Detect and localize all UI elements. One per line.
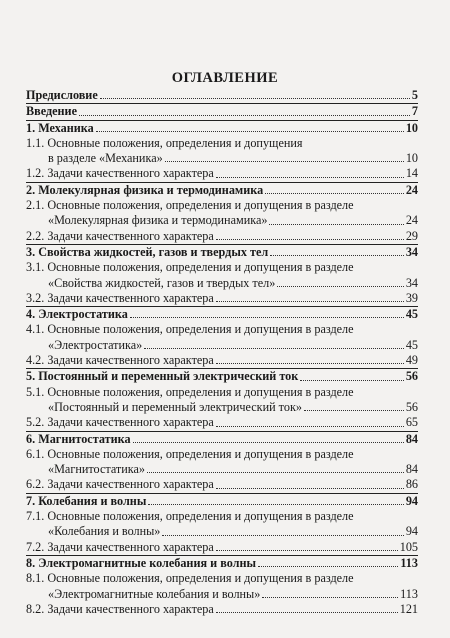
toc-entry-title: 6.2. Задачи качественного характера: [26, 477, 214, 492]
dot-leader: [216, 550, 398, 551]
toc-subsection-entry[interactable]: [26, 322, 418, 337]
toc-subsection-entry[interactable]: [26, 477, 418, 492]
toc-page-number: 24: [405, 213, 418, 228]
toc-subsection-entry[interactable]: [26, 385, 418, 400]
dot-leader: [277, 286, 404, 287]
toc-entry-title: Предисловие: [26, 88, 98, 102]
toc-subsection-entry[interactable]: [26, 198, 418, 213]
toc-entry-title: 5. Постоянный и переменный электрический ток: [26, 369, 299, 384]
toc-entry-title: «Электростатика»: [48, 337, 143, 352]
toc-page-number: 94: [405, 524, 418, 539]
dot-leader: [216, 239, 404, 240]
toc-entry-title: в разделе «Механика»: [48, 151, 163, 166]
toc-entry-title: 1.2. Задачи качественного характера: [26, 166, 214, 181]
toc-subsection-entry[interactable]: [26, 447, 418, 462]
toc-subsection-entry[interactable]: [26, 524, 418, 539]
dot-leader: [262, 597, 398, 598]
toc-entry-title: 8. Электромагнитные колебания и волны: [26, 555, 256, 570]
dot-leader: [216, 426, 404, 427]
toc-chapter-entry[interactable]: [26, 104, 418, 119]
toc-subsection-entry[interactable]: [26, 151, 418, 166]
dot-leader: [216, 488, 404, 489]
dot-leader: [144, 348, 404, 349]
dot-leader: [165, 161, 404, 162]
toc-page-number: 56: [405, 369, 418, 384]
toc-page-number: 24: [405, 182, 418, 197]
toc-entry-title: 6.1. Основные положения, определения и допущения в разделе: [26, 446, 354, 461]
toc-page-number: 113: [400, 555, 418, 570]
dot-leader: [216, 612, 398, 613]
toc-subsection-entry[interactable]: [26, 571, 418, 586]
toc-chapter-entry[interactable]: [26, 88, 418, 103]
toc-page-number: 45: [405, 307, 418, 322]
toc-page-number: 49: [405, 353, 418, 368]
dot-leader: [300, 380, 404, 381]
toc-entry-title: 6. Магнитостатика: [26, 431, 131, 446]
toc-subsection-entry[interactable]: [26, 276, 418, 291]
toc-subsection-entry[interactable]: [26, 540, 418, 555]
toc-entry-title: 1.1. Основные положения, определения и допущения: [26, 135, 303, 150]
toc-chapter-entry[interactable]: [26, 183, 418, 198]
toc-subsection-entry[interactable]: [26, 338, 418, 353]
dot-leader: [100, 98, 410, 99]
toc-subsection-entry[interactable]: [26, 229, 418, 244]
page-title: ОГЛАВЛЕНИЕ: [171, 70, 279, 86]
toc-page-number: 34: [405, 275, 418, 290]
toc-entry-title: Введение: [26, 104, 77, 119]
toc-chapter-entry[interactable]: [26, 432, 418, 447]
toc-entry-title: 2.2. Задачи качественного характера: [26, 228, 214, 243]
toc-subsection-entry[interactable]: [26, 415, 418, 430]
toc-entry-title: 7.1. Основные положения, определения и допущения в разделе: [26, 509, 354, 524]
dot-leader: [270, 255, 404, 256]
toc-entry-title: 7. Колебания и волны: [26, 493, 147, 508]
toc-page-number: 86: [405, 477, 418, 492]
toc-subsection-entry[interactable]: [26, 291, 418, 306]
toc-entry-title: 4.2. Задачи качественного характера: [26, 353, 214, 368]
toc-page-number: 45: [405, 337, 418, 352]
toc-entry-title: 4. Электростатика: [26, 307, 128, 322]
toc-entry-title: 1. Механика: [26, 120, 94, 135]
dot-leader: [147, 472, 404, 473]
toc-page-number: 113: [400, 586, 418, 601]
dot-leader: [269, 224, 403, 225]
toc-subsection-entry[interactable]: [26, 602, 418, 617]
toc-entry-title: «Постоянный и переменный электрический ток»: [48, 399, 302, 414]
toc-entry-title: 2. Молекулярная физика и термодинамика: [26, 182, 264, 197]
toc-page-number: 56: [405, 399, 418, 414]
dot-leader: [258, 566, 398, 567]
toc-chapter-entry[interactable]: [26, 121, 418, 136]
toc-entry-title: «Магнитостатика»: [48, 462, 146, 477]
toc-subsection-entry[interactable]: [26, 213, 418, 228]
toc-entry-title: 3.2. Задачи качественного характера: [26, 290, 214, 305]
toc-entry-title: 5.1. Основные положения, определения и допущения в разделе: [26, 384, 354, 399]
toc-page-number: 105: [399, 539, 418, 554]
toc-subsection-entry[interactable]: [26, 400, 418, 415]
toc-page-number: 94: [405, 493, 418, 508]
toc-entry-title: «Колебания и волны»: [48, 524, 161, 539]
toc-subsection-entry[interactable]: [26, 260, 418, 275]
dot-leader: [130, 317, 404, 318]
toc-entry-title: 8.1. Основные положения, определения и допущения в разделе: [26, 571, 354, 586]
toc-page-number: 7: [411, 104, 418, 119]
toc-page-number: 39: [405, 290, 418, 305]
toc-subsection-entry[interactable]: [26, 166, 418, 181]
toc-page-number: 121: [399, 601, 418, 616]
dot-leader: [265, 193, 404, 194]
toc-subsection-entry[interactable]: [26, 353, 418, 368]
dot-leader: [216, 363, 404, 364]
dot-leader: [216, 301, 404, 302]
toc-entry-title: 5.2. Задачи качественного характера: [26, 415, 214, 430]
toc-entry-title: 7.2. Задачи качественного характера: [26, 539, 214, 554]
toc-chapter-entry[interactable]: [26, 494, 418, 509]
toc-entry-title: «Свойства жидкостей, газов и твердых тел»: [48, 275, 276, 290]
toc-entry-title: «Электромагнитные колебания и волны»: [48, 586, 261, 601]
toc-subsection-entry[interactable]: [26, 587, 418, 602]
toc-entry-title: 2.1. Основные положения, определения и допущения в разделе: [26, 198, 354, 213]
table-of-contents: [26, 88, 418, 617]
toc-page-number: 10: [405, 151, 418, 166]
toc-page-number: 5: [411, 88, 418, 102]
toc-chapter-entry[interactable]: [26, 307, 418, 322]
toc-page-number: 34: [405, 244, 418, 259]
toc-entry-title: 4.1. Основные положения, определения и допущения в разделе: [26, 322, 354, 337]
dot-leader: [133, 442, 404, 443]
toc-chapter-entry[interactable]: [26, 245, 418, 260]
toc-page-number: 29: [405, 228, 418, 243]
toc-subsection-entry[interactable]: [26, 462, 418, 477]
toc-page-number: 65: [405, 415, 418, 430]
toc-entry-title: 8.2. Задачи качественного характера: [26, 601, 214, 616]
dot-leader: [79, 115, 410, 116]
toc-entry-title: 3. Свойства жидкостей, газов и твердых тел: [26, 244, 269, 259]
dot-leader: [148, 504, 403, 505]
toc-subsection-entry[interactable]: [26, 136, 418, 151]
toc-chapter-entry[interactable]: [26, 369, 418, 384]
toc-page-number: 84: [405, 462, 418, 477]
dot-leader: [216, 177, 404, 178]
toc-page-number: 84: [405, 431, 418, 446]
dot-leader: [162, 535, 403, 536]
toc-page-number: 14: [405, 166, 418, 181]
toc-entry-title: 3.1. Основные положения, определения и допущения в разделе: [26, 260, 354, 275]
toc-page-number: 10: [405, 120, 418, 135]
toc-chapter-entry[interactable]: [26, 556, 418, 571]
dot-leader: [96, 131, 404, 132]
toc-entry-title: «Молекулярная физика и термодинамика»: [48, 213, 268, 228]
toc-subsection-entry[interactable]: [26, 509, 418, 524]
dot-leader: [304, 410, 404, 411]
